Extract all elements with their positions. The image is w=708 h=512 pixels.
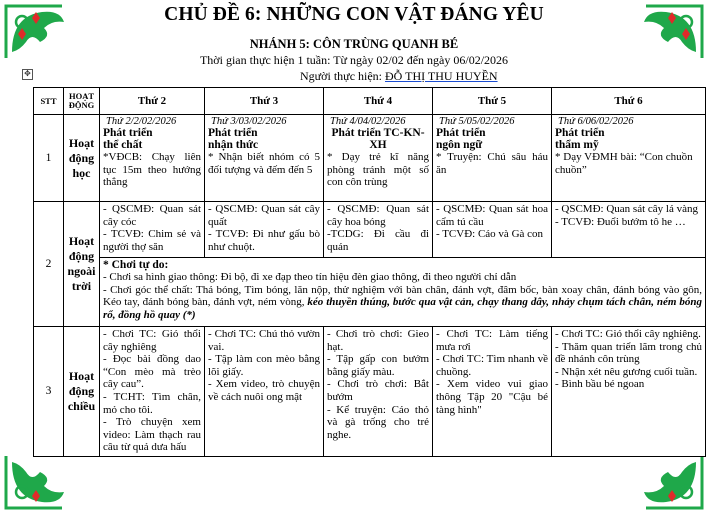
free-play-bold-text: kéo thuyền thúng, bước qua vật cản, chạy thang dây, nhảy chụm tách chân, ném bóng rổ, đồng hồ quay (*) (103, 296, 703, 321)
game-line: - TCVĐ: Cáo và Gà con (436, 228, 544, 241)
outdoor-cell-day-6 (552, 202, 706, 258)
afternoon-item: - TCHT: Tìm chân, mỏ cho tôi. (103, 390, 201, 416)
afternoon-item: - Chơi TC: Chú thỏ vườn vai. (208, 328, 320, 353)
activity-name: Hoạt động chiều (64, 327, 100, 457)
afternoon-item: - Kể truyện: Cáo thỏ và gà trống cho trẻ nghe. (327, 403, 429, 441)
document-title: CHỦ ĐỀ 6: NHỮNG CON VẬT ĐÁNG YÊU (164, 4, 544, 25)
cell-field: Phát triển ngôn ngữ (436, 127, 486, 151)
learning-cell-day-2 (100, 115, 205, 202)
cell-field: Phát triển thẩm mỹ (555, 127, 605, 151)
outdoor-cell-day-2 (100, 202, 205, 258)
afternoon-item: - Xem video, trò chuyện về cách nuôi ong mật (208, 378, 320, 403)
header-day-4: Thứ 4 (324, 88, 433, 115)
free-play-title: * Chơi tự do: (103, 259, 169, 271)
row-number: 3 (34, 327, 64, 457)
activity-name: Hoạt động ngoài trời (64, 202, 100, 327)
afternoon-item: - Chơi TC: Gió thổi cây nghiêng (103, 328, 201, 353)
afternoon-item: - Thăm quan triển lãm trong chủ đề nhánh côn trùng (555, 340, 702, 366)
cell-date: Thứ 3/03/02/2026 (211, 116, 287, 127)
header-day-2: Thứ 2 (100, 88, 205, 115)
afternoon-item: - Xem video vui giao thông Tập 20 "Cậu bé tàng hình" (436, 378, 548, 416)
row-free-play (34, 258, 706, 327)
cell-field: Phát triển TC-KN-XH (331, 127, 425, 151)
cell-date: Thứ 4/04/02/2026 (330, 116, 406, 127)
cell-field: Phát triển thể chất (103, 127, 153, 151)
observation-line: - QSCMĐ: Quan sát hoa cẩm tú cầu (436, 203, 548, 228)
learning-cell-day-3 (205, 115, 324, 202)
header-activity: HOẠT ĐỘNG (64, 88, 100, 115)
learning-cell-day-5 (433, 115, 552, 202)
afternoon-item: - Bình bầu bé ngoan (555, 378, 645, 391)
corner-ornament-bottom-left (2, 452, 72, 512)
cell-content: *VĐCB: Chạy liên tục 15m theo hướng thẳng (103, 151, 201, 189)
observation-line: - QSCMĐ: Quan sát cây cóc (103, 203, 201, 228)
header-day-6: Thứ 6 (552, 88, 706, 115)
header-day-3: Thứ 3 (205, 88, 324, 115)
author-line (300, 69, 498, 84)
free-play-cell (100, 258, 706, 327)
author-label: Người thực hiện: (300, 69, 386, 83)
afternoon-item: - Trò chuyện xem video: Làm thạch rau câu từ quả dưa hấu (103, 416, 201, 454)
row-number: 1 (34, 115, 64, 202)
branch-subtitle: NHÁNH 5: CÔN TRÙNG QUANH BÉ (249, 37, 459, 51)
afternoon-item: - Chơi TC: Gió thổi cây nghiêng. (555, 328, 701, 340)
observation-line: - QSCMĐ: Quan sát cây quất (208, 203, 320, 228)
afternoon-cell-day-3 (205, 327, 324, 457)
row-number: 2 (34, 202, 64, 327)
free-play-line-2 (103, 284, 702, 322)
row-outdoor (34, 202, 706, 258)
cell-content: * Dạy VĐMH bài: “Con chuồn chuồn” (555, 151, 693, 176)
afternoon-item: - Chơi TC: Tìm nhanh về chuồng. (436, 353, 548, 378)
outdoor-cell-day-3 (205, 202, 324, 258)
activity-name: Hoạt động học (64, 115, 100, 202)
free-play-line-2-text: - Chơi góc thể chất: Thả bóng, Tìm bóng, lăn nộp, thử nghiệm với bàn chân, đánh vợt, đâm bốc, bàn xoay chân, đánh bóng vào gôn, Kéo tay, đánh bóng bàn, đánh vợt, ném vòng, (103, 283, 702, 309)
header-stt: STT (34, 88, 64, 115)
cell-content: * Truyện: Chú sâu háu ăn (436, 151, 548, 176)
learning-cell-day-6 (552, 115, 706, 202)
cell-content: * Dạy trẻ kĩ năng phòng tránh một số con côn trùng (327, 151, 429, 189)
cell-content: * Nhận biết nhóm có 5 đối tượng và đếm đến 5 (208, 151, 320, 176)
observation-line: - QSCMĐ: Quan sát cây lá vàng (555, 203, 698, 215)
header-row (34, 88, 706, 115)
cell-date: Thứ 5/05/02/2026 (439, 116, 515, 127)
row-afternoon (34, 327, 706, 457)
game-line: -TCDG: Đi cầu đi quán (327, 228, 429, 253)
game-line: - TCVĐ: Đi như gấu bò như chuột. (208, 228, 320, 253)
afternoon-item: - Tập làm con mèo bằng lõi giấy. (208, 353, 320, 378)
afternoon-item: - Chơi trò chơi: Gieo hạt. (327, 328, 429, 353)
outdoor-cell-day-4 (324, 202, 433, 258)
time-period-line: Thời gian thực hiện 1 tuần: Từ ngày 02/02 đến ngày 06/02/2026 (199, 53, 509, 67)
cell-date: Thứ 2/2/02/2026 (106, 116, 177, 127)
header-day-5: Thứ 5 (433, 88, 552, 115)
afternoon-item: - Chơi TC: Làm tiếng mưa rơi (436, 328, 548, 353)
afternoon-cell-day-4 (324, 327, 433, 457)
free-play-line-1: - Chơi sa hình giao thông: Đi bộ, đi xe đạp theo tín hiệu đèn giao thông, đi theo người chỉ dẫn (103, 271, 517, 283)
corner-ornament-bottom-right (636, 452, 706, 512)
learning-cell-day-4 (324, 115, 433, 202)
afternoon-cell-day-2 (100, 327, 205, 457)
author-name: ĐỖ THỊ THU HUYỀN (385, 69, 498, 83)
afternoon-cell-day-5 (433, 327, 552, 457)
observation-line: - QSCMĐ: Quan sát cây hoa bóng (327, 203, 429, 228)
afternoon-item: - Chơi trò chơi: Bắt bướm (327, 378, 429, 403)
game-line: - TCVĐ: Đuổi bướm tô he … (555, 215, 686, 228)
cell-date: Thứ 6/06/02/2026 (558, 116, 634, 127)
outdoor-cell-day-5 (433, 202, 552, 258)
game-line: - TCVĐ: Chim sẻ và người thợ săn (103, 228, 201, 253)
afternoon-cell-day-6 (552, 327, 706, 457)
afternoon-item: - Đọc bài đồng dao “Con mèo mà trèo cây cau”. (103, 353, 201, 391)
row-learning (34, 115, 706, 202)
afternoon-item: - Tập gấp con bướm bằng giấy màu. (327, 353, 429, 378)
table-move-handle-icon[interactable]: ✥ (22, 69, 33, 80)
afternoon-item: - Nhận xét nêu gương cuối tuần. (555, 365, 698, 378)
weekly-plan-table (33, 87, 706, 457)
cell-field: Phát triển nhận thức (208, 127, 259, 151)
